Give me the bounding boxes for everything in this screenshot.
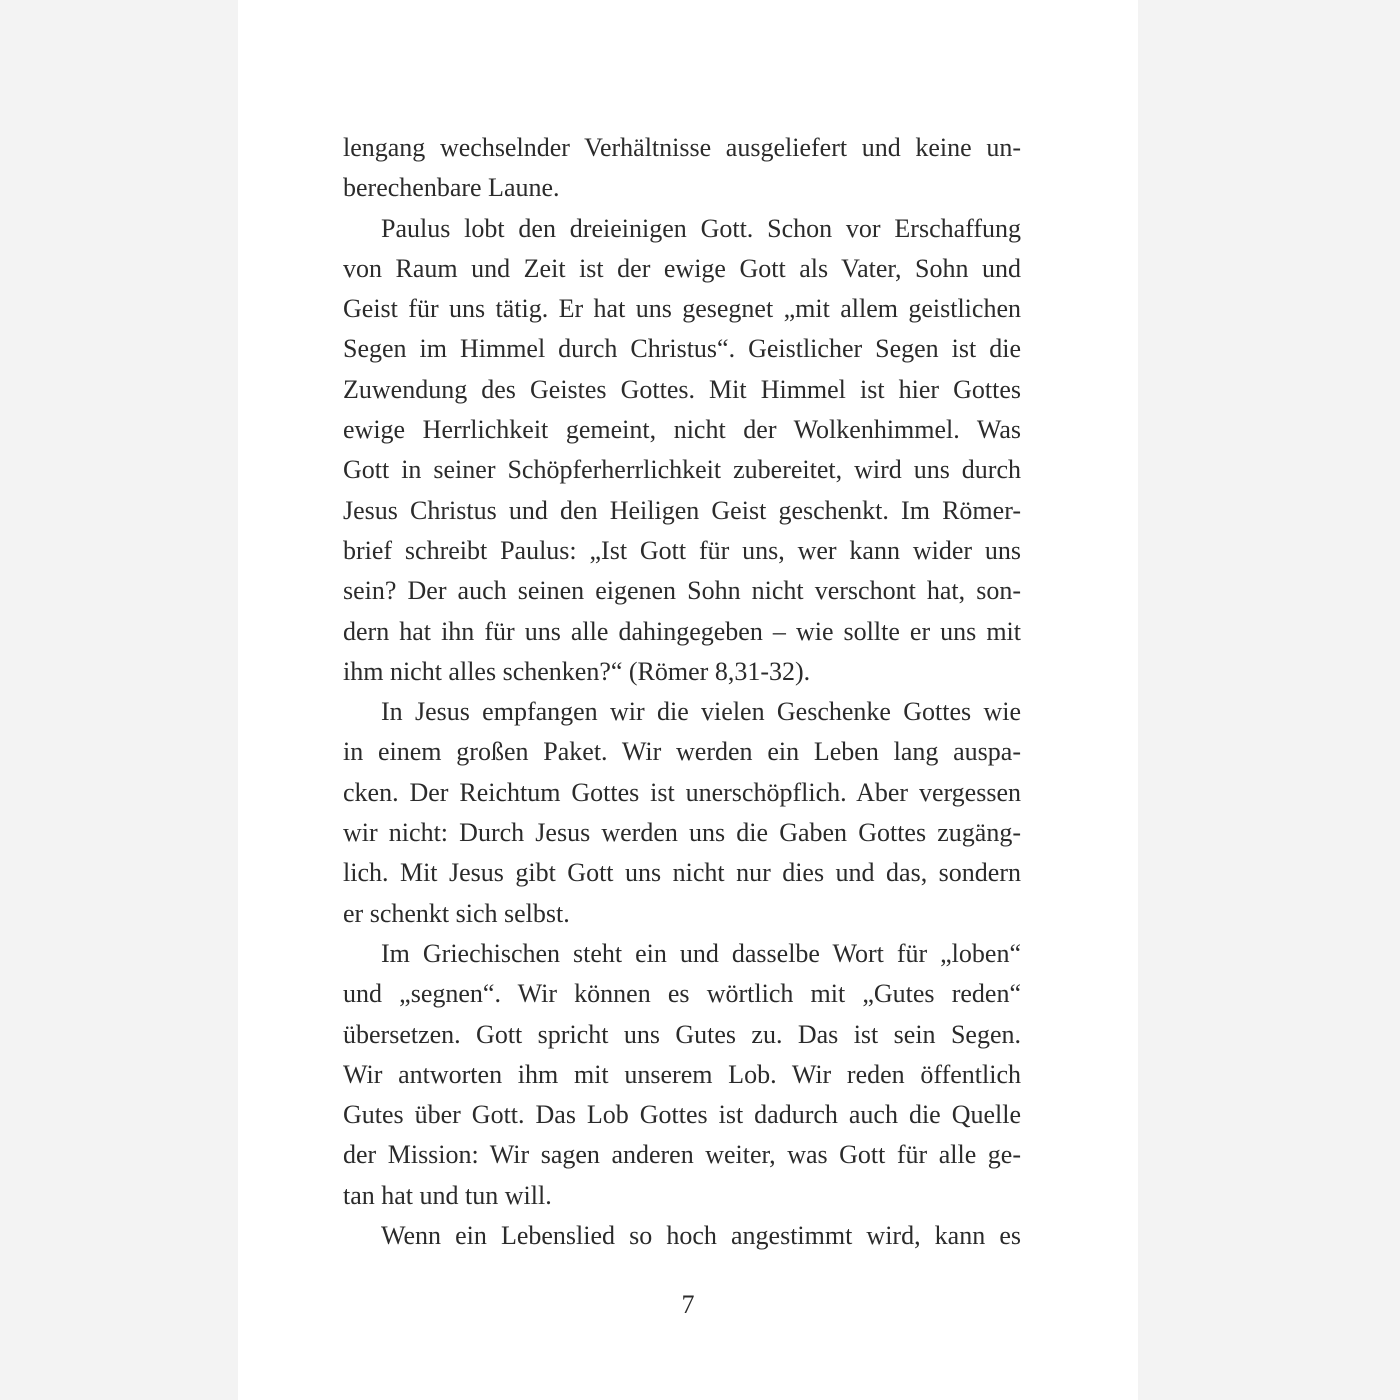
text-line: lich. Mit Jesus gibt Gott uns nicht nur dies und das, sondern <box>343 858 1021 888</box>
text-line: dern hat ihn für uns alle dahingegeben – wie sollte er uns mit <box>343 616 1021 646</box>
text-line: und „segnen“. Wir können es wörtlich mit „Gutes reden“ <box>343 979 1021 1009</box>
text-line: wir nicht: Durch Jesus werden uns die Gaben Gottes zugäng- <box>343 818 1021 848</box>
page-number: 7 <box>681 1290 695 1319</box>
text-line: sein? Der auch seinen eigenen Sohn nicht verschont hat, son- <box>343 576 1021 606</box>
text-line: cken. Der Reichtum Gottes ist unerschöpflich. Aber vergessen <box>343 777 1021 807</box>
text-line: ihm nicht alles schenken?“ (Römer 8,31-32). <box>343 656 811 686</box>
text-line: Segen im Himmel durch Christus“. Geistlicher Segen ist die <box>343 334 1021 364</box>
text-line: Gutes über Gott. Das Lob Gottes ist dadurch auch die Quelle <box>343 1100 1021 1130</box>
text-line: Paulus lobt den dreieinigen Gott. Schon vor Erschaffung <box>381 213 1021 243</box>
text-line: in einem großen Paket. Wir werden ein Leben lang auspa- <box>343 737 1021 767</box>
text-line: In Jesus empfangen wir die vielen Geschenke Gottes wie <box>381 697 1021 727</box>
text-line: Wir antworten ihm mit unserem Lob. Wir reden öffentlich <box>343 1059 1021 1089</box>
text-line: Jesus Christus und den Heiligen Geist geschenkt. Im Römer- <box>343 495 1021 525</box>
text-line: Im Griechischen steht ein und dasselbe Wort für „loben“ <box>381 938 1021 968</box>
text-line: Wenn ein Lebenslied so hoch angestimmt wird, kann es <box>381 1221 1021 1251</box>
text-line: brief schreibt Paulus: „Ist Gott für uns, wer kann wider uns <box>343 535 1021 565</box>
text-line: tan hat und tun will. <box>343 1180 552 1210</box>
body-text <box>343 128 1021 1256</box>
book-page <box>238 0 1138 1400</box>
text-line: berechenbare Laune. <box>343 173 560 203</box>
text-line: übersetzen. Gott spricht uns Gutes zu. Das ist sein Segen. <box>343 1019 1021 1049</box>
text-line: lengang wechselnder Verhältnisse ausgeliefert und keine un- <box>343 133 1021 162</box>
text-line: der Mission: Wir sagen anderen weiter, was Gott für alle ge- <box>343 1140 1021 1170</box>
text-line: ewige Herrlichkeit gemeint, nicht der Wolkenhimmel. Was <box>343 415 1021 445</box>
text-line: er schenkt sich selbst. <box>343 898 570 928</box>
text-line: Zuwendung des Geistes Gottes. Mit Himmel ist hier Gottes <box>343 374 1021 404</box>
text-line: von Raum und Zeit ist der ewige Gott als Vater, Sohn und <box>343 253 1021 283</box>
text-line: Gott in seiner Schöpferherrlichkeit zubereitet, wird uns durch <box>343 455 1021 485</box>
text-line: Geist für uns tätig. Er hat uns gesegnet „mit allem geistlichen <box>343 294 1021 324</box>
